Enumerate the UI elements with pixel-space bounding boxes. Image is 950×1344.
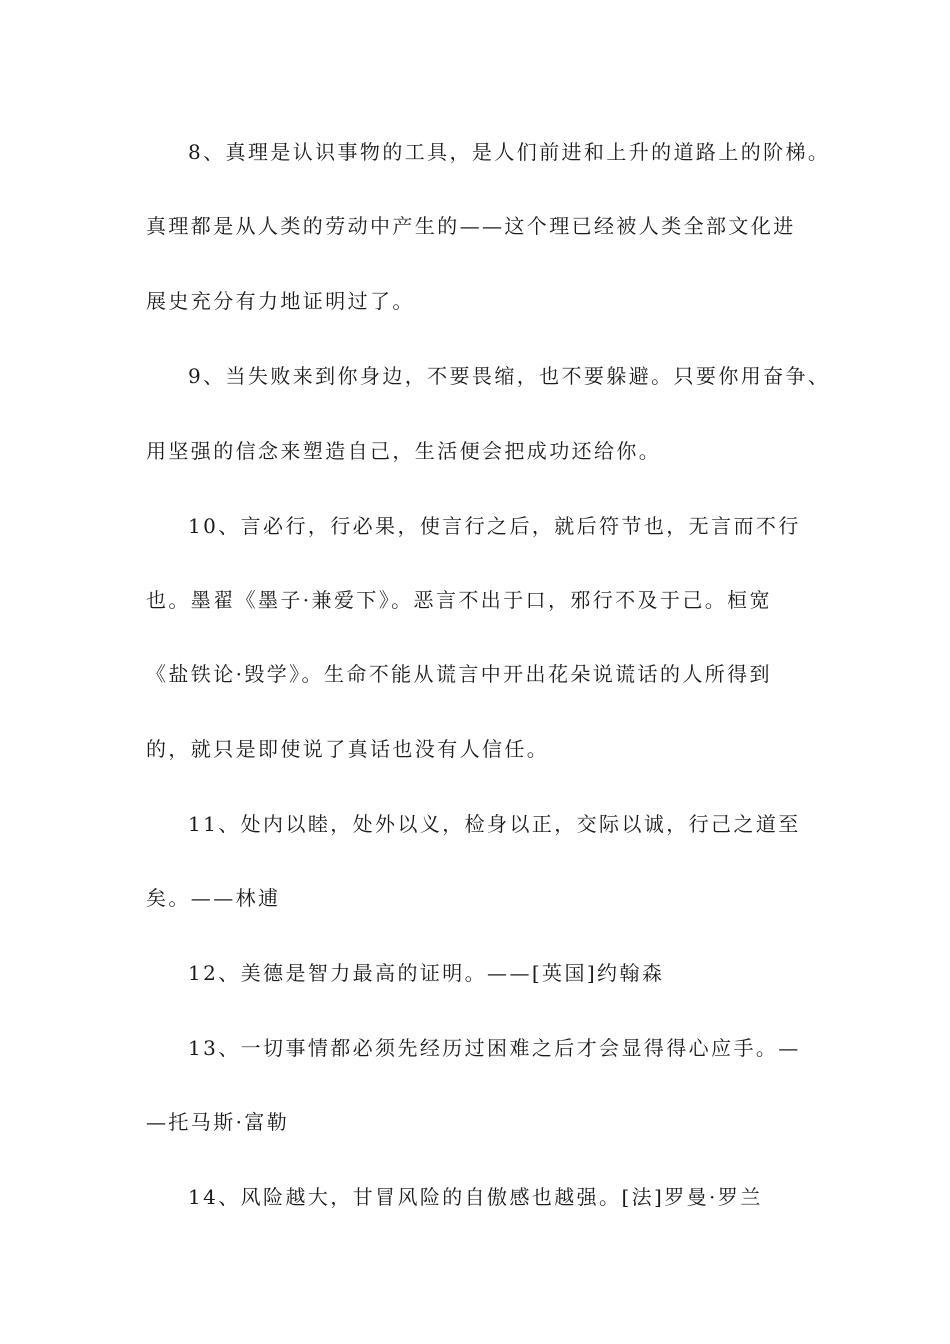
quote-10-line-4: 的，就只是即使说了真话也没有人信任。 <box>146 737 550 761</box>
quote-9-line-1: 9、当失败来到你身边，不要畏缩，也不要躲避。只要你用奋争、 <box>188 364 831 388</box>
quote-12-line-1: 12、美德是智力最高的证明。——[英国]约翰森 <box>188 961 665 985</box>
quote-13-line-2: —托马斯·富勒 <box>146 1110 290 1134</box>
quote-13-line-1: 13、一切事情都必须先经历过困难之后才会显得得心应手。— <box>188 1036 801 1060</box>
quote-14-line-1: 14、风险越大，甘冒风险的自傲感也越强。[法]罗曼·罗兰 <box>188 1185 763 1209</box>
quote-8-line-2: 真理都是从人类的劳动中产生的——这个理已经被人类全部文化进 <box>146 214 796 238</box>
quote-11-line-2: 矣。——林逋 <box>146 886 281 910</box>
quote-11-line-1: 11、处内以睦，处外以义，检身以正，交际以诚，行己之道至 <box>188 812 801 836</box>
quote-10-line-3: 《盐铁论·毁学》。生命不能从谎言中开出花朵说谎话的人所得到 <box>146 662 772 686</box>
quote-8-line-3: 展史充分有力地证明过了。 <box>146 289 415 313</box>
quote-10-line-2: 也。墨翟《墨子·兼爱下》。恶言不出于口，邪行不及于己。桓宽 <box>146 588 772 612</box>
quote-10-line-1: 10、言必行，行必果，使言行之后，就后符节也，无言而不行 <box>188 514 801 538</box>
quote-9-line-2: 用坚强的信念来塑造自己，生活便会把成功还给你。 <box>146 439 662 463</box>
quote-8-line-1: 8、真理是认识事物的工具，是人们前进和上升的道路上的阶梯。 <box>188 140 831 164</box>
